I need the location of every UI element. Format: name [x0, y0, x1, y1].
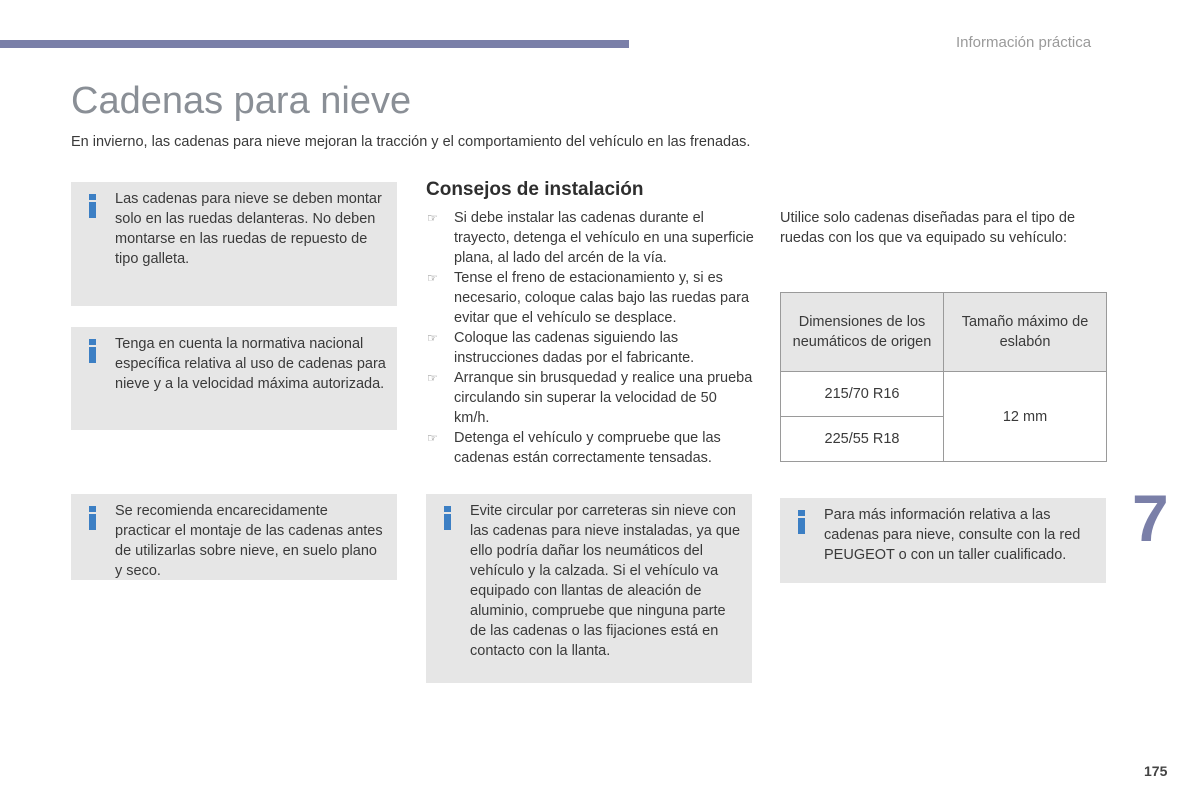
info-text: Para más información relativa a las cadenas para nieve, consulte con la red PEUGEOT o con un taller cualificado.: [824, 507, 1081, 563]
info-box-no-snow: [426, 494, 752, 683]
chain-size-table: [780, 292, 1107, 462]
table-header-row: [781, 293, 1107, 372]
info-icon: [87, 339, 97, 363]
info-icon: [796, 510, 806, 534]
step-text: Si debe instalar las cadenas durante el trayecto, detenga el vehículo en una superficie plana, al lado del arcén de la vía.: [454, 210, 754, 266]
step-text: Detenga el vehículo y compruebe que las cadenas están correctamente tensadas.: [454, 430, 721, 466]
info-text: Evite circular por carreteras sin nieve con las cadenas para nieve instaladas, ya que ello podría dañar los neumáticos del vehículo y la calzada. Si el vehículo va equipado con llantas de aleación de aluminio, compruebe que ninguna parte de las cadenas o las fijaciones está en contacto con la llanta.: [470, 503, 741, 659]
pointing-hand-icon: ☞: [427, 211, 438, 225]
intro-text: En invierno, las cadenas para nieve mejoran la tracción y el comportamiento del vehículo en las frenadas.: [71, 134, 751, 150]
chains-note: Utilice solo cadenas diseñadas para el tipo de ruedas con los que va equipado su vehículo:: [780, 210, 1076, 246]
step-text: Tense el freno de estacionamiento y, si es necesario, coloque calas bajo las ruedas para evitar que el vehículo se desplace.: [454, 270, 750, 326]
list-item: [426, 208, 756, 268]
section-name: Información práctica: [956, 34, 1092, 51]
info-box-practice: [71, 494, 397, 580]
list-item: [426, 368, 756, 428]
installation-heading: Consejos de instalación: [426, 179, 644, 200]
info-box-regulations: [71, 327, 397, 430]
info-text: Se recomienda encarecidamente practicar el montaje de las cadenas antes de utilizarlas sobre nieve, en suelo plano y seco.: [115, 503, 383, 579]
column-header: Dimensiones de los neumáticos de origen: [781, 293, 944, 372]
list-item: [426, 328, 756, 368]
info-icon: [87, 194, 97, 218]
pointing-hand-icon: ☞: [427, 331, 438, 345]
table-cell-tyre: 225/55 R18: [781, 417, 944, 462]
column-header: Tamaño máximo de eslabón: [944, 293, 1107, 372]
info-box-front-wheels: [71, 182, 397, 306]
info-box-peugeot: [780, 498, 1106, 583]
info-icon: [442, 506, 452, 530]
table-cell-tyre: 215/70 R16: [781, 372, 944, 417]
installation-steps: [426, 208, 756, 468]
info-icon: [87, 506, 97, 530]
pointing-hand-icon: ☞: [427, 431, 438, 445]
page-title: Cadenas para nieve: [71, 80, 412, 122]
table-row: [781, 372, 1107, 417]
pointing-hand-icon: ☞: [427, 371, 438, 385]
chapter-number: 7: [1132, 481, 1169, 555]
info-text: Tenga en cuenta la normativa nacional específica relativa al uso de cadenas para nieve y a la velocidad máxima autorizada.: [115, 336, 386, 392]
pointing-hand-icon: ☞: [427, 271, 438, 285]
step-text: Coloque las cadenas siguiendo las instrucciones dadas por el fabricante.: [454, 330, 695, 366]
list-item: [426, 428, 756, 468]
info-text: Las cadenas para nieve se deben montar solo en las ruedas delanteras. No deben montarse en las ruedas de repuesto de tipo galleta.: [115, 191, 382, 267]
list-item: [426, 268, 756, 328]
step-text: Arranque sin brusquedad y realice una prueba circulando sin superar la velocidad de 50 km/h.: [454, 370, 753, 426]
table-cell-link-size: 12 mm: [944, 372, 1107, 462]
page-number: 175: [1144, 763, 1168, 779]
header-bar: [0, 40, 629, 48]
